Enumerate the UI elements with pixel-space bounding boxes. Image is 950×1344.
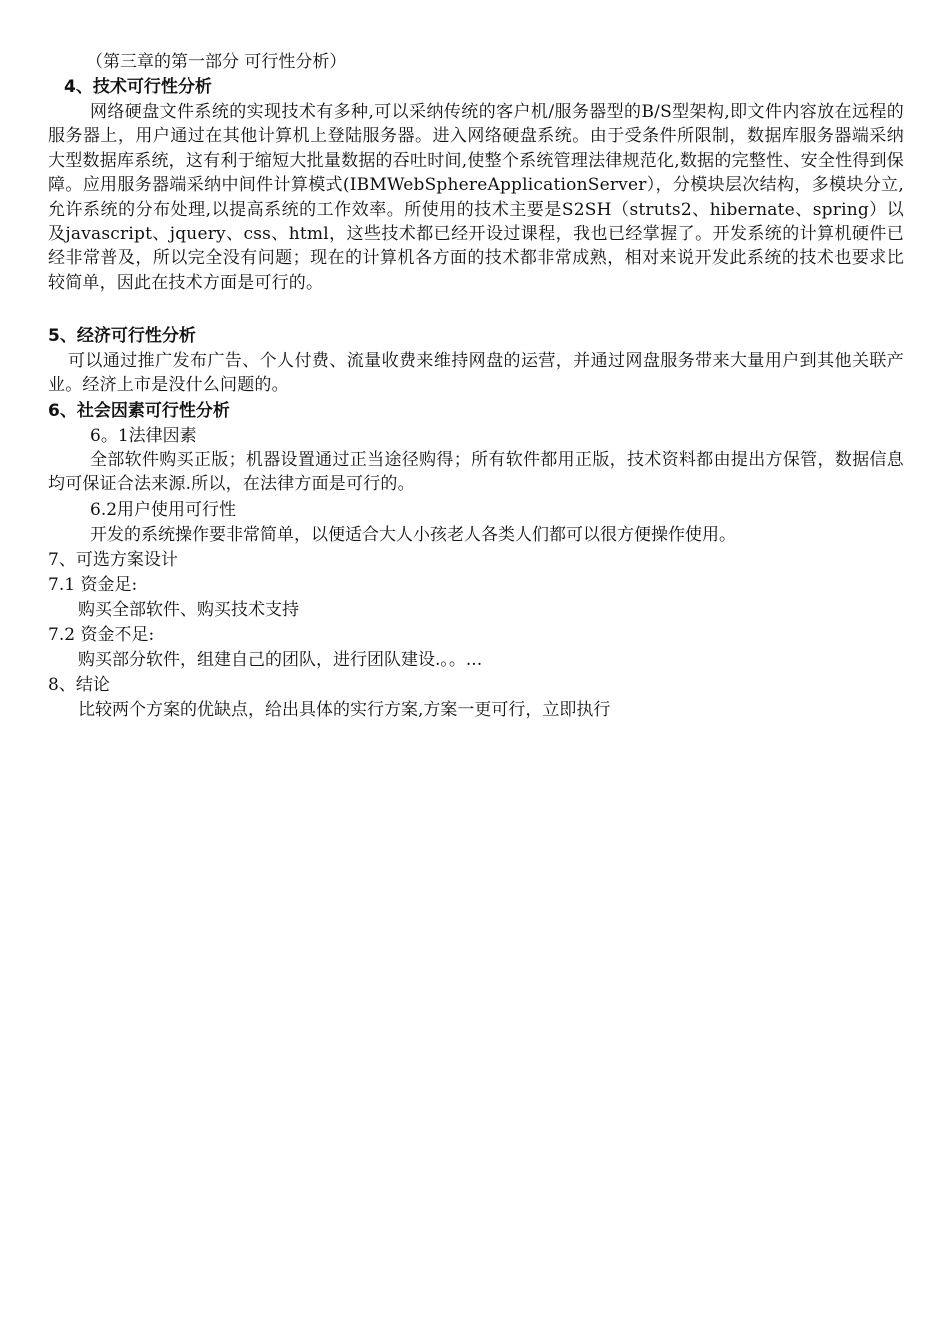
section-5-heading: 5、经济可行性分析 [48, 326, 196, 346]
section-6-2-paragraph: 开发的系统操作要非常简单，以便适合大人小孩老人各类人们都可以很方便操作使用。 [90, 525, 736, 545]
section-4-paragraph: 网络硬盘文件系统的实现技术有多种,可以采纳传统的客户机/服务器型的B/S型架构,即文件内容放在远程的服务器上，用户通过在其他计算机上登陆服务器。进入网络硬盘系统。由于受条件所限制，数据库服务器端采纳大型数据库系统，这有利于缩短大批量数据的吞吐时间,使整个系统管理法律规范化,数据的完整性、安全性得到保障。应用服务器端采纳中间件计算模式(IBMWebSphereApplicationServer），分模块层次结构，多模块分立,允许系统的分布处理,以提高系统的工作效率。所使用的技术主要是S2SH（struts2、hibernate、spring）以及javascript、jquery、css、html，这些技术都已经开设过课程，我也已经掌握了。开发系统的计算机硬件已经非常普及，所以完全没有问题；现在的计算机各方面的技术都非常成熟，相对来说开发此系统的技术也要求比较简单，因此在技术方面是可行的。 [48, 102, 904, 293]
section-5-paragraph: 可以通过推广发布广告、个人付费、流量收费来维持网盘的运营，并通过网盘服务带来大量用户到其他关联产业。经济上市是没什么问题的。 [48, 351, 904, 396]
section-8-heading: 8、结论 [48, 675, 110, 695]
section-8-text: 比较两个方案的优缺点，给出具体的实行方案,方案一更可行，立即执行 [78, 700, 611, 720]
section-7-1-heading: 7.1 资金足: [48, 575, 138, 595]
chapter-subtitle: （第三章的第一部分 可行性分析） [86, 52, 347, 72]
section-4-heading: 4、技术可行性分析 [64, 77, 212, 97]
section-7-2-heading: 7.2 资金不足: [48, 625, 155, 645]
section-6-heading: 6、社会因素可行性分析 [48, 401, 230, 421]
section-6-1-heading: 6。1法律因素 [90, 426, 197, 446]
section-7-heading: 7、可选方案设计 [48, 550, 178, 570]
section-6-1-paragraph: 全部软件购买正版；机器设置通过正当途径购得；所有软件都用正版，技术资料都由提出方保管，数据信息均可保证合法来源.所以，在法律方面是可行的。 [48, 450, 904, 495]
section-7-1-text: 购买全部软件、购买技术支持 [78, 600, 299, 620]
section-7-2-text: 购买部分软件，组建自己的团队，进行团队建设.。。... [78, 650, 483, 670]
section-6-2-heading: 6.2用户使用可行性 [90, 500, 237, 520]
